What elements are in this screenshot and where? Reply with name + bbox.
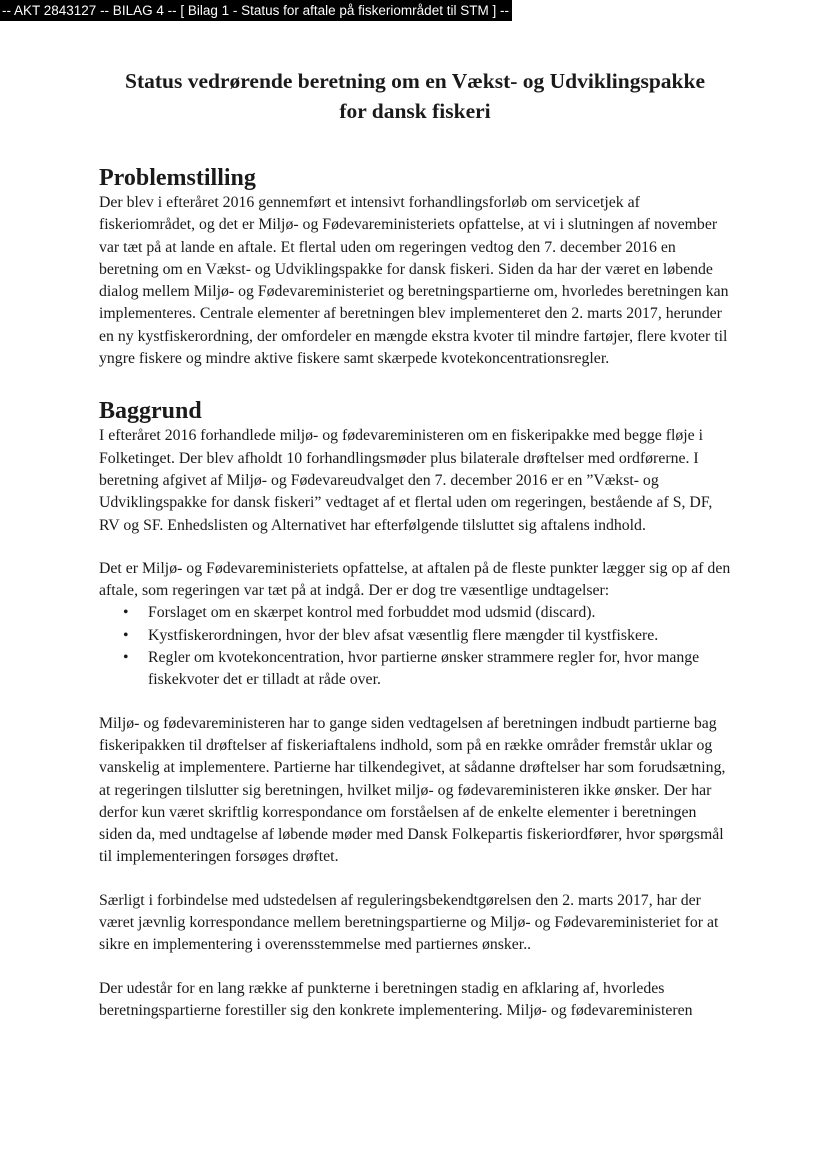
section-heading-problem: Problemstilling <box>99 165 256 191</box>
list-item-text: Kystfiskerordningen, hvor der blev afsat væsentlig flere mængder til kystfiskere. <box>148 626 659 644</box>
background-paragraph-3: Miljø- og fødevareministeren har to gange siden vedtagelsen af beretningen indbudt partierne bag fiskeripakken til drøftelser af fiskeriaftalens indhold, som på en række områder fremstår uklar og vanskelig at implementere. Partierne har tilkendegivet, at sådanne drøftelser har som forudsætning, at regeringen tilslutter sig beretningen, hvilket miljø- og fødevareministeren ikke ønsker. Der har derfor kun været skriftlig korrespondance om forståelsen af de enkelte elementer i beretningen siden da, med undtagelse af løbende møder med Dansk Folkepartis fiskeriordfører, hvor spørgsmål til implementeringen forsøges drøftet. <box>99 714 726 866</box>
list-item <box>99 602 731 624</box>
background-paragraph-1: I efteråret 2016 forhandlede miljø- og fødevareministeren om en fiskeripakke med begge fløje i Folketinget. Der blev afholdt 10 forhandlingsmøder plus bilaterale drøftelser med ordførerne. I beretning afgivet af Miljø- og Fødevareudvalget den 7. december 2016 er en ”Vækst- og Udviklingspakke for dansk fiskeri” vedtaget af et flertal uden om regeringen, bestående af S, DF, RV og SF. Enhedslisten og Alternativet har efterfølgende tilsluttet sig aftalens indhold. <box>99 427 713 534</box>
background-paragraph-4: Særligt i forbindelse med udstedelsen af reguleringsbekendtgørelsen den 2. marts 2017, har der været jævnlig korrespondance mellem beretningspartierne og Miljø- og Fødevareministeriet for at sikre en implementering i overensstemmelse med partiernes ønsker.. <box>99 891 719 954</box>
list-item-text: Forslaget om en skærpet kontrol med forbuddet mod udsmid (discard). <box>148 604 596 622</box>
list-item <box>99 625 731 647</box>
document-title-line-1: Status vedrørende beretning om en Vækst- og Udviklingspakke <box>125 69 705 93</box>
list-item <box>99 647 731 692</box>
document-header-stamp: -- AKT 2843127 -- BILAG 4 -- [ Bilag 1 - Status for aftale på fiskeriområdet til STM ] -- <box>0 0 512 21</box>
section-heading-background: Baggrund <box>99 398 202 425</box>
bullet-icon: • <box>123 649 129 667</box>
background-paragraph-2: Det er Miljø- og Fødevareministeriets opfattelse, at aftalen på de fleste punkter lægger sig op af den aftale, som regeringen var tæt på at indgå. Der er dog tre væsentlige undtagelser: <box>99 559 731 600</box>
exceptions-list <box>99 602 731 691</box>
document-title-line-2: for dansk fiskeri <box>339 99 491 123</box>
document-page <box>99 66 731 1022</box>
background-paragraph-5: Der udestår for en lang række af punkterne i beretningen stadig en afklaring af, hvorledes beretningspartierne forestiller sig den konkrete implementering. Miljø- og fødevareministeren <box>99 979 693 1019</box>
bullet-icon: • <box>123 626 129 644</box>
bullet-icon: • <box>123 604 129 622</box>
list-item-text: Regler om kvotekoncentration, hvor partierne ønsker strammere regler for, hvor mange fiskekvoter det er tilladt at råde over. <box>148 649 700 689</box>
problem-paragraph: Der blev i efteråret 2016 gennemført et intensivt forhandlingsforløb om servicetjek af fiskeriområdet, og det er Miljø- og Fødevareministeriets opfattelse, at vi i slutningen af november var tæt på at lande en aftale. Et flertal uden om regeringen vedtog den 7. december 2016 en beretning om en Vækst- og Udviklingspakke for dansk fiskeri. Siden da har der været en løbende dialog mellem Miljø- og Fødevareministeriet og beretningspartierne om, hvorledes beretningen kan implementeres. Centrale elementer af beretningen blev implementeret den 2. marts 2017, herunder en ny kystfiskerordning, der omfordeler en mængde ekstra kvoter til mindre fartøjer, flere kvoter til yngre fiskere og mindre aktive fiskere samt skærpede kvotekoncentrationsregler. <box>99 194 729 368</box>
document-title <box>89 66 741 126</box>
